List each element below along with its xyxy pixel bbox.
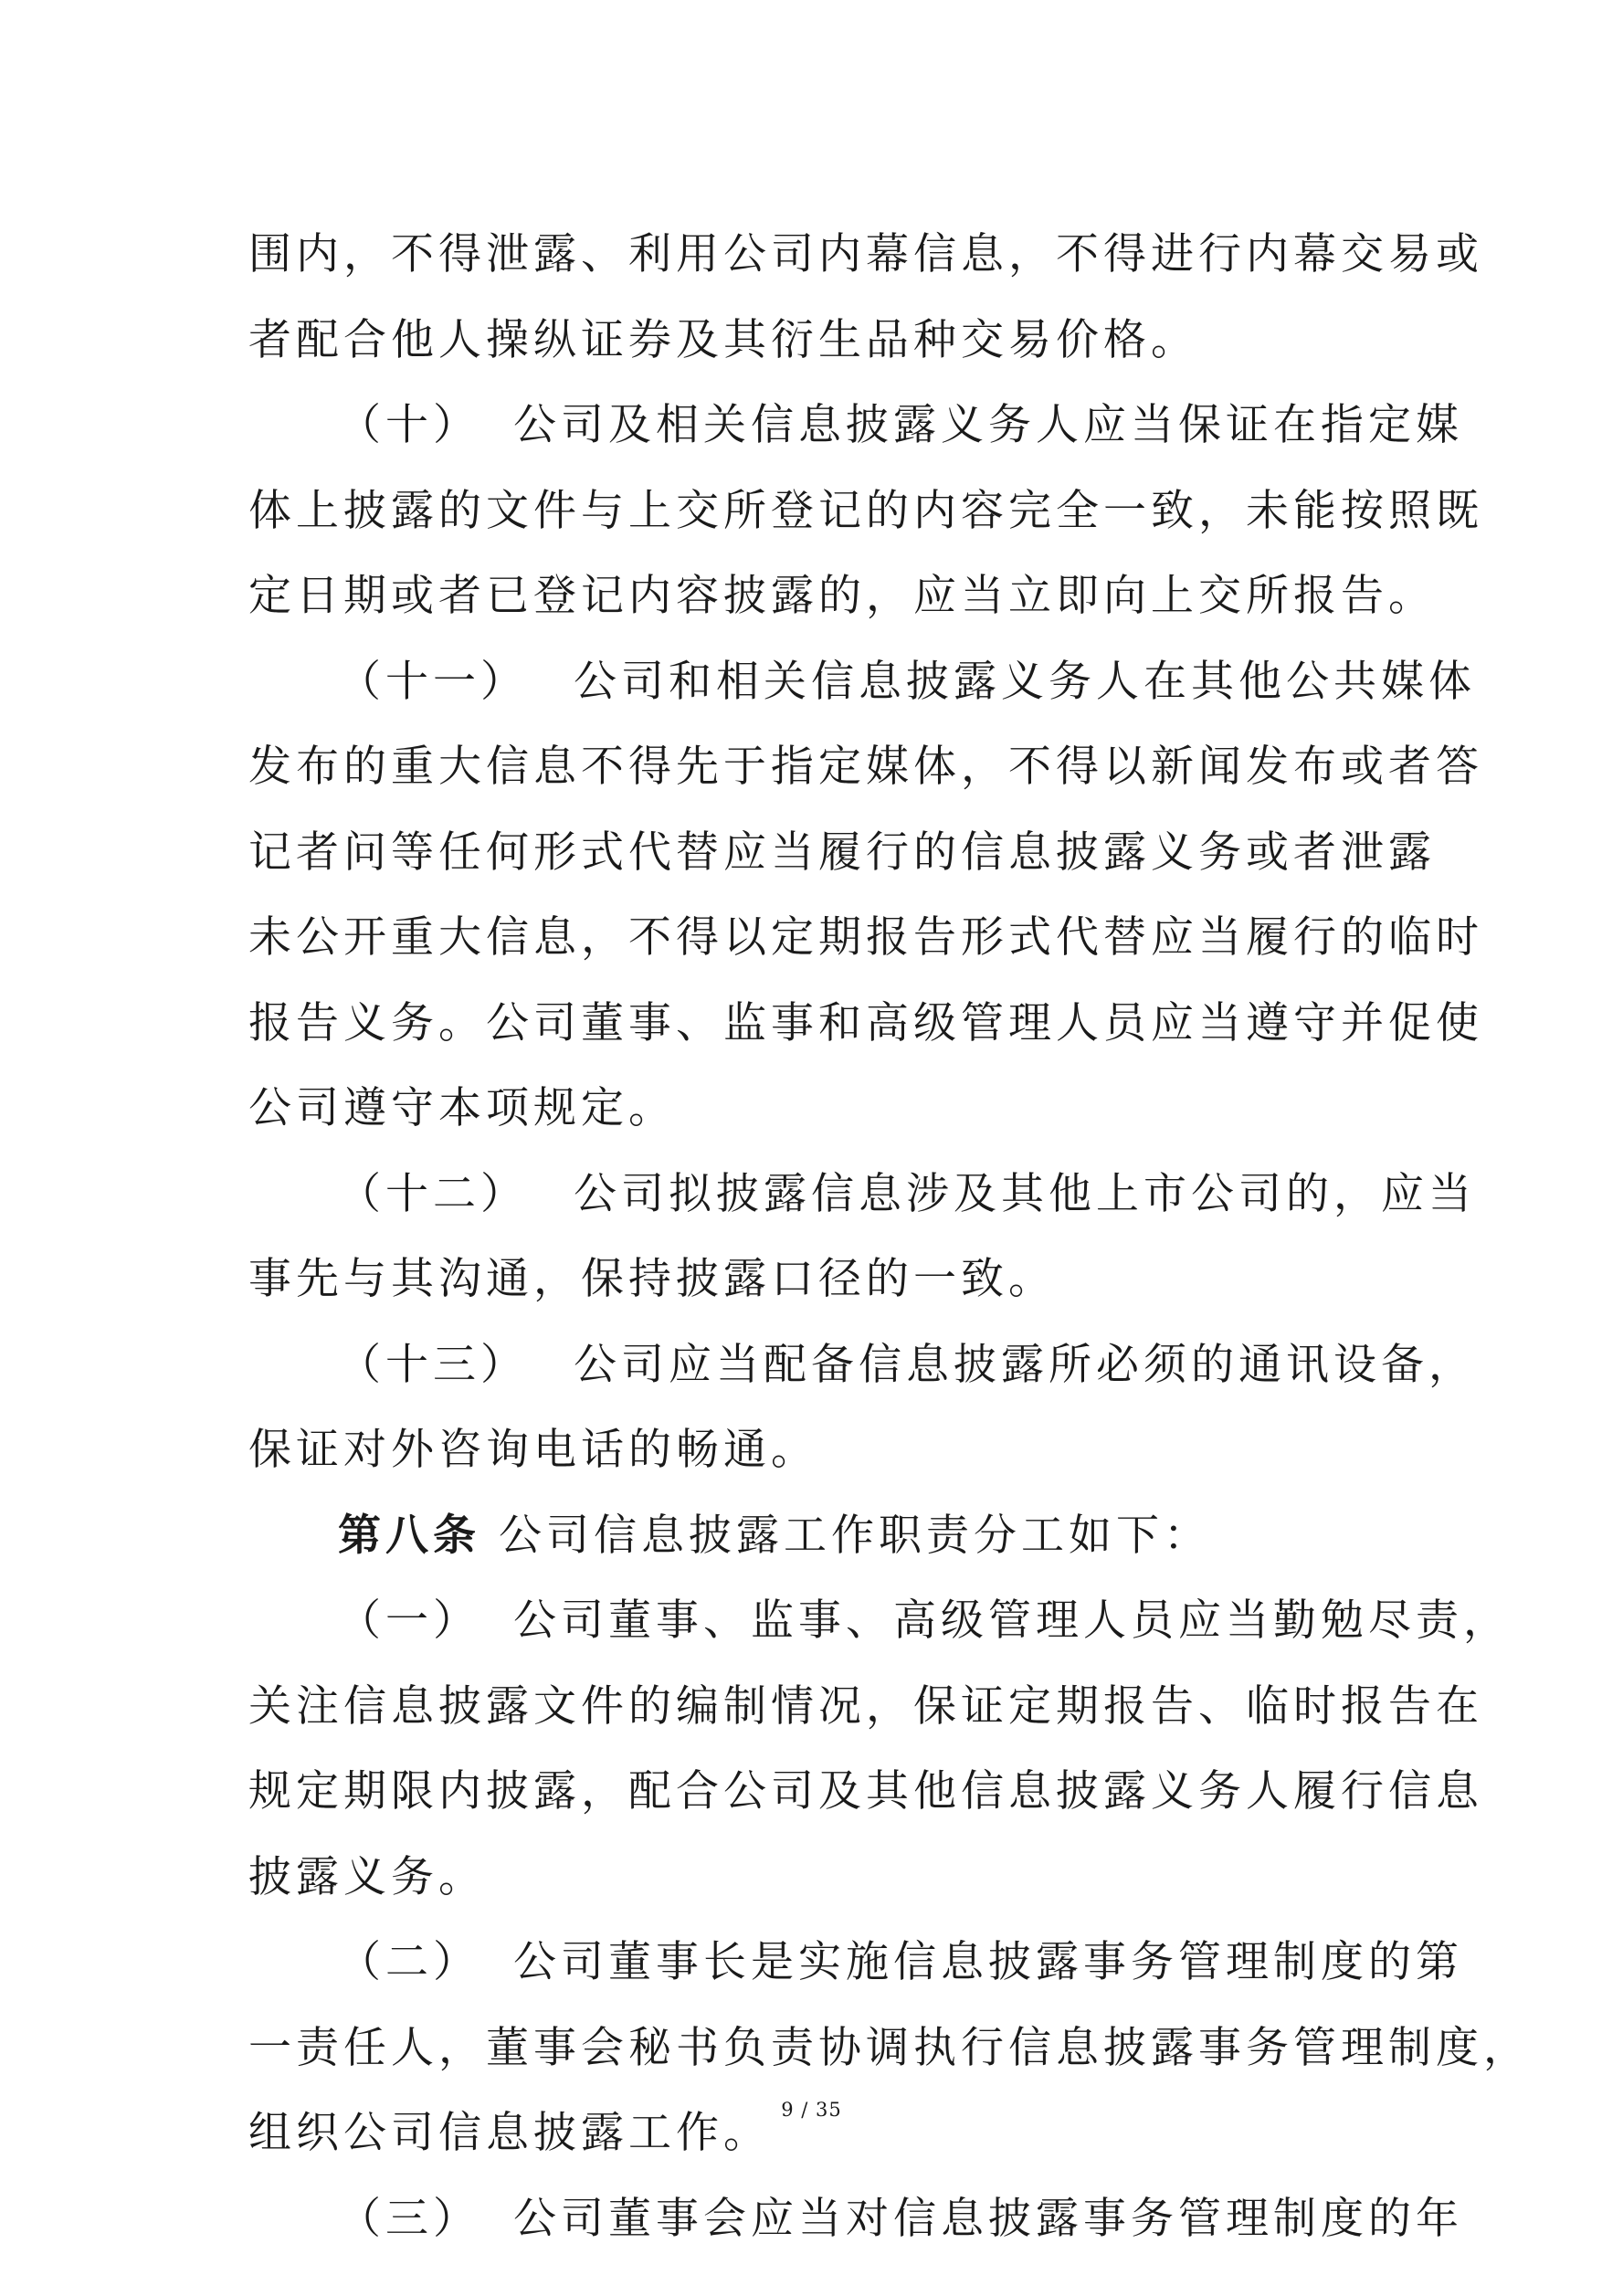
item-marker: （二） [338, 1937, 480, 1987]
item-marker: （一） [338, 1596, 480, 1646]
paragraph-item-10 [248, 383, 1483, 639]
item-marker: （十二） [338, 1168, 528, 1219]
text-line: 一责任人，董事会秘书负责协调执行信息披露事务管理制度， [248, 2022, 1531, 2073]
text-line: 未公开重大信息，不得以定期报告形式代替应当履行的临时 [248, 912, 1483, 963]
text-line: 公司董事会应当对信息披露事务管理制度的年 [513, 2193, 1463, 2244]
paragraph-item-11 [248, 639, 1483, 1152]
text-line: 公司遵守本项规定。 [248, 1083, 676, 1133]
text-line: 围内，不得泄露、利用公司内幕信息，不得进行内幕交易或 [248, 229, 1483, 279]
text-line: 公司及相关信息披露义务人应当保证在指定媒 [513, 400, 1463, 450]
item-marker: （十一） [338, 656, 528, 707]
text-line: 公司董事长是实施信息披露事务管理制度的第 [513, 1937, 1463, 1987]
text-line: 公司拟披露信息涉及其他上市公司的，应当 [574, 1168, 1476, 1219]
item-marker: （十） [338, 400, 480, 450]
paragraph-item-1 [248, 1578, 1511, 1920]
text-line: 规定期限内披露，配合公司及其他信息披露义务人履行信息 [248, 1766, 1483, 1817]
text-line: 记者问等任何形式代替应当履行的信息披露义务或者泄露 [248, 827, 1436, 878]
paragraph-item-12 [248, 1152, 1476, 1322]
paragraph-continuation [248, 212, 1483, 383]
text-line: 公司信息披露工作职责分工如下： [498, 1510, 1211, 1561]
text-line: 者配合他人操纵证券及其衍生品种交易价格。 [248, 314, 1198, 365]
text-line: 披露义务。 [248, 1851, 486, 1902]
text-line: 定日期或者已登记内容披露的，应当立即向上交所报告。 [248, 571, 1436, 621]
article-heading: 第八条 [338, 1510, 480, 1561]
text-line: 组织公司信息披露工作。 [248, 2108, 771, 2158]
text-line: 发布的重大信息不得先于指定媒体，不得以新闻发布或者答 [248, 742, 1483, 792]
body-text [248, 212, 1531, 2261]
paragraph-item-3 [248, 2176, 1463, 2262]
item-marker: （十三） [338, 1339, 528, 1390]
text-line: 报告义务。公司董事、监事和高级管理人员应当遵守并促使 [248, 997, 1483, 1048]
text-line: 公司应当配备信息披露所必须的通讯设备， [574, 1339, 1476, 1390]
item-marker: （三） [338, 2193, 480, 2244]
text-line: 公司董事、监事、高级管理人员应当勤勉尽责， [513, 1596, 1511, 1646]
page-number: 9 / 35 [781, 2099, 842, 2121]
article-8 [248, 1493, 1390, 1579]
text-line: 事先与其沟通，保持披露口径的一致。 [248, 1254, 1056, 1304]
paragraph-item-13 [248, 1322, 1476, 1493]
paragraph-item-2 [248, 1920, 1531, 2176]
text-line: 公司和相关信息披露义务人在其他公共媒体 [574, 656, 1476, 707]
text-line: 保证对外咨询电话的畅通。 [248, 1425, 818, 1475]
text-line: 体上披露的文件与上交所登记的内容完全一致，未能按照既 [248, 485, 1483, 536]
text-line: 关注信息披露文件的编制情况，保证定期报告、临时报告在 [248, 1680, 1483, 1732]
